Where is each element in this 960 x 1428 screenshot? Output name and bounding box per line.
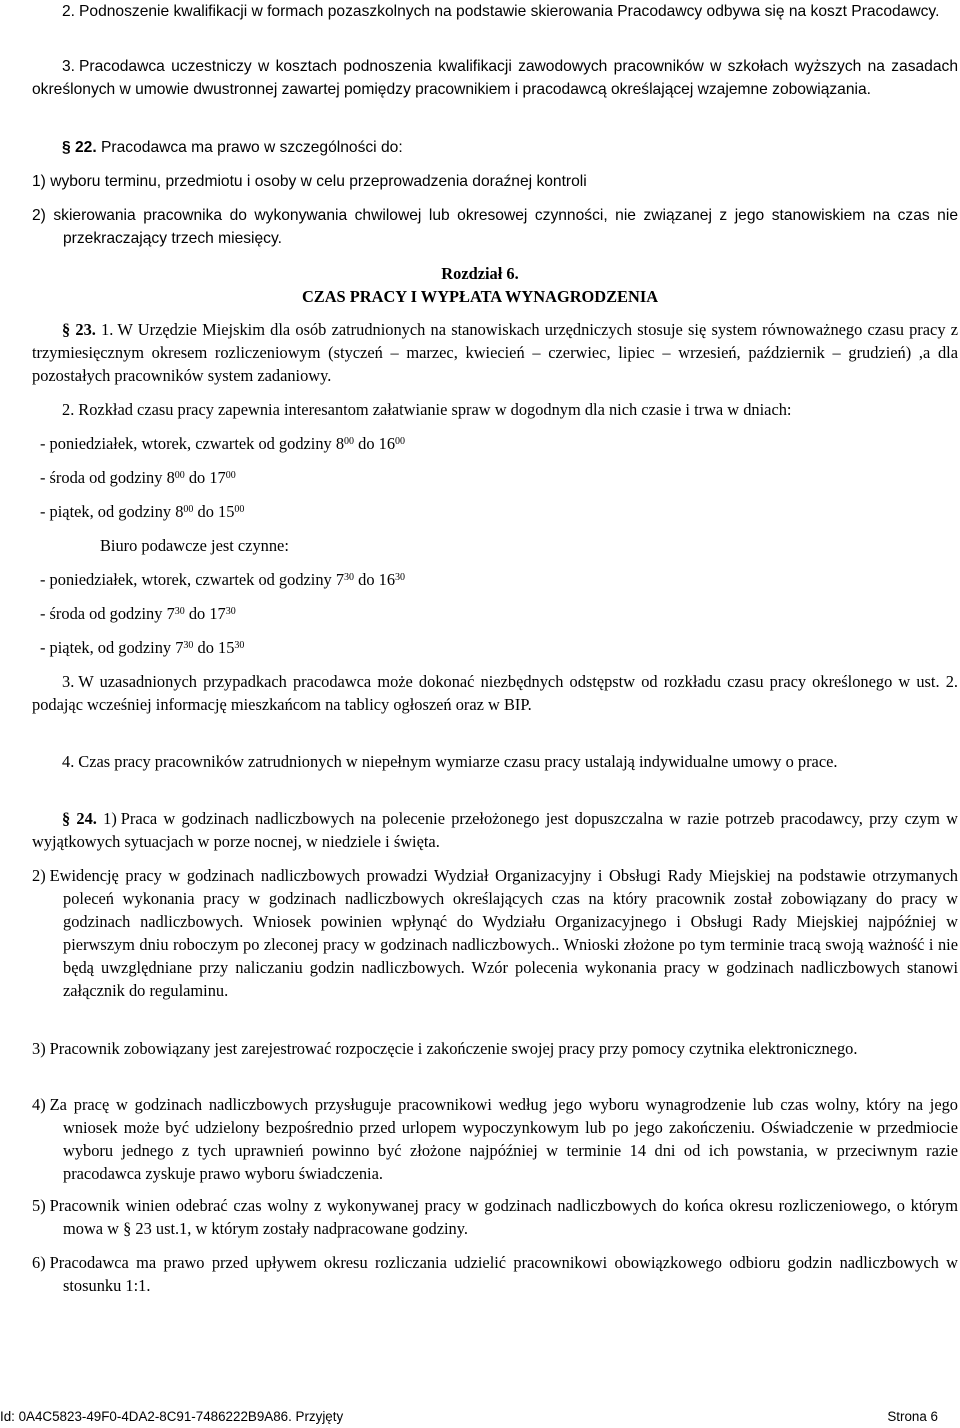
paragraph-number: 5) xyxy=(32,1196,46,1215)
hours-prefix: - środa od godziny xyxy=(40,468,167,487)
biuro-hours-row-2 xyxy=(40,602,958,625)
paragraph-number: 2) xyxy=(32,866,46,885)
paragraph-number: 1. xyxy=(101,320,114,339)
section-24-paragraph-6 xyxy=(32,1251,958,1297)
paragraph-text: W Urzędzie Miejskim dla osób zatrudnionych na stanowiskach urzędniczych stosuje się system równoważnego czasu pracy z trzymiesięcznym okresem rozliczeniowym (styczeń – marzec, kwiecień – czerwiec, lipiec – wrzesień, październik – grudzień) ,a dla pozostałych pracowników system zadaniowy. xyxy=(32,320,958,385)
hours-start: 8 xyxy=(166,468,175,487)
paragraph-text: Pracodawca ma prawo przed upływem okresu rozliczania udzielić pracownikowi obowiązkowego odbioru godzin nadliczbowych w stosunku 1:1. xyxy=(49,1253,958,1295)
section-24-paragraph-5 xyxy=(32,1194,958,1240)
paragraph-number: 3. xyxy=(62,58,76,75)
paragraph-3 xyxy=(32,55,958,101)
paragraph-number: 2. xyxy=(62,3,76,20)
hours-prefix: - piątek, od godziny xyxy=(40,638,176,657)
section-24-paragraph-2 xyxy=(32,864,958,1002)
paragraph-text: W uzasadnionych przypadkach pracodawca może dokonać niezbędnych odstępstw od rozkładu czasu pracy określonego w ust. 2. podając wcześniej informację mieszkańcom na tablicy ogłoszeń oraz w BIP. xyxy=(32,672,958,714)
hours-to: do xyxy=(193,502,218,521)
section-24-paragraph-3 xyxy=(32,1037,958,1060)
minutes-start: 00 xyxy=(344,436,355,447)
section-24-paragraph-1 xyxy=(32,807,958,853)
section-23-paragraph-1 xyxy=(32,318,958,387)
hours-start: 7 xyxy=(175,638,184,657)
hours-to: do xyxy=(193,638,218,657)
paragraph-text: Pracownik winien odebrać czas wolny z wykonywanej pracy w godzinach nadliczbowych do końca okresu rozliczeniowego, o którym mowa w § 23 ust.1, w którym zostały nadpracowane godziny. xyxy=(49,1196,958,1238)
section-23-paragraph-4 xyxy=(32,750,958,773)
hours-end: 16 xyxy=(378,434,396,453)
paragraph-2 xyxy=(32,0,958,23)
hours-prefix: - poniedziałek, wtorek, czwartek od godziny xyxy=(40,570,336,589)
paragraph-text: Podnoszenie kwalifikacji w formach pozaszkolnych na podstawie skierowania Pracodawcy odbywa się na koszt Pracodawcy. xyxy=(79,3,940,20)
hours-prefix: - piątek, od godziny xyxy=(40,502,176,521)
section-22-intro xyxy=(32,136,958,159)
chapter-subtitle-text: CZAS PRACY I WYPŁATA WYNAGRODZENIA xyxy=(301,287,659,306)
paragraph-text: Pracownik zobowiązany jest zarejestrować rozpoczęcie i zakończenie swojej pracy przy pomocy czytnika elektronicznego. xyxy=(49,1039,858,1058)
hours-to: do xyxy=(354,570,379,589)
paragraph-text: Pracodawca uczestniczy w kosztach podnoszenia kwalifikacji zawodowych pracowników w szkołach wyższych na zasadach określonych w umowie dwustronnej zawartej pomiędzy pracownikiem i pracodawcą określającej wzajemne zobowiązania. xyxy=(32,58,958,98)
minutes-end: 00 xyxy=(234,504,245,515)
item-text: 2) skierowania pracownika do wykonywania chwilowej lub okresowej czynności, nie związanej z jego stanowiskiem na czas nie przekraczający trzech miesięcy. xyxy=(32,207,958,247)
hours-start: 8 xyxy=(175,502,184,521)
minutes-start: 30 xyxy=(344,572,355,583)
minutes-end: 00 xyxy=(395,436,406,447)
section-22-item-2 xyxy=(32,204,958,250)
page-number: Strona 6 xyxy=(887,1409,938,1424)
minutes-end: 30 xyxy=(225,606,236,617)
section-intro-text: Pracodawca ma prawo w szczególności do: xyxy=(101,139,403,156)
chapter-title-text: Rozdział 6. xyxy=(441,264,519,283)
document-id: Id: 0A4C5823-49F0-4DA2-8C91-7486222B9A86. Przyjęty xyxy=(0,1409,344,1424)
paragraph-number: 4. xyxy=(62,752,75,771)
paragraph-text: Czas pracy pracowników zatrudnionych w niepełnym wymiarze czasu pracy ustalają indywidualne umowy o prace. xyxy=(78,752,838,771)
hours-to: do xyxy=(354,434,379,453)
hours-end: 15 xyxy=(218,502,235,521)
paragraph-text: Rozkład czasu pracy zapewnia interesantom załatwianie spraw w dogodnym dla nich czasie i trwa w dniach: xyxy=(78,400,792,419)
hours-row-2 xyxy=(40,466,958,489)
minutes-end: 30 xyxy=(234,640,245,651)
hours-to: do xyxy=(184,468,210,487)
section-number: § 24. xyxy=(62,809,97,828)
hours-start: 7 xyxy=(166,604,175,623)
minutes-end: 30 xyxy=(395,572,406,583)
paragraph-number: 3. xyxy=(62,672,75,691)
paragraph-text: Ewidencję pracy w godzinach nadliczbowych prowadzi Wydział Organizacyjny i Obsługi Rady Miejskiej na podstawie otrzymanych poleceń wykonania pracy w godzinach nadliczbowych określających czas na który pracownik został zobowiązany do pracy w godzinach nadliczbowych. Wniosek powinien wpłynąć do Wydziału Organizacyjnego i Obsługi Rady Miejskiej najpóźniej w pierwszym dniu roboczym po zleconej pracy w godzinach nadliczbowych.. Wnioski złożone po tym terminie tracą swoją ważność i nie będą uwzględniane przy naliczaniu godzin nadliczbowych. Wzór polecenia wykonania pracy w godzinach nadliczbowych stanowi załącznik do regulaminu. xyxy=(49,866,958,1000)
biuro-hours-row-1 xyxy=(40,568,958,591)
item-text: 1) wyboru terminu, przedmiotu i osoby w celu przeprowadzenia doraźnej kontroli xyxy=(32,173,587,190)
hours-start: 7 xyxy=(335,570,345,589)
hours-end: 17 xyxy=(209,604,226,623)
biuro-heading xyxy=(100,534,958,557)
paragraph-number: 1) xyxy=(103,809,117,828)
hours-row-3 xyxy=(40,500,958,523)
paragraph-text: Za pracę w godzinach nadliczbowych przysługuje pracownikowi według jego wyboru wynagrodzenie lub czas wolny, który na jego wniosek może być udzielony bezpośrednio przed urlopem wypoczynkowym lub po jego zakończeniu. Oświadczenie w przedmiocie wyboru jednego z tych uprawnień powinno być złożone najpóźniej w terminie 14 dni od ich powstania, w przeciwnym razie pracodawca zyskuje prawo wyboru świadczenia. xyxy=(49,1095,958,1183)
section-24-paragraph-4 xyxy=(32,1093,958,1185)
hours-end: 15 xyxy=(218,638,235,657)
minutes-end: 00 xyxy=(225,470,236,481)
hours-prefix: - poniedziałek, wtorek, czwartek od godziny xyxy=(40,434,336,453)
hours-row-1 xyxy=(40,432,958,455)
hours-prefix: - środa od godziny xyxy=(40,604,167,623)
biuro-text: Biuro podawcze jest czynne: xyxy=(100,536,289,555)
minutes-start: 00 xyxy=(174,470,185,481)
paragraph-number: 4) xyxy=(32,1095,46,1114)
paragraph-number: 2. xyxy=(62,400,75,419)
section-23-paragraph-3 xyxy=(32,670,958,716)
hours-end: 16 xyxy=(378,570,396,589)
section-number: § 23. xyxy=(62,320,96,339)
paragraph-number: 3) xyxy=(32,1039,46,1058)
hours-end: 17 xyxy=(209,468,226,487)
section-22-item-1 xyxy=(32,170,958,193)
section-23-paragraph-2 xyxy=(32,398,958,421)
chapter-title xyxy=(0,262,960,285)
section-number: § 22. xyxy=(62,139,97,156)
minutes-start: 00 xyxy=(183,504,194,515)
minutes-start: 30 xyxy=(174,606,185,617)
paragraph-number: 6) xyxy=(32,1253,46,1272)
minutes-start: 30 xyxy=(183,640,194,651)
paragraph-text: Praca w godzinach nadliczbowych na polecenie przełożonego jest dopuszczalna w razie potrzeb pracodawcy, przy czym w wyjątkowych sytuacjach w porze nocnej, w niedziele i święta. xyxy=(32,809,958,851)
biuro-hours-row-3 xyxy=(40,636,958,659)
hours-start: 8 xyxy=(335,434,345,453)
hours-to: do xyxy=(184,604,210,623)
chapter-subtitle xyxy=(0,285,960,308)
